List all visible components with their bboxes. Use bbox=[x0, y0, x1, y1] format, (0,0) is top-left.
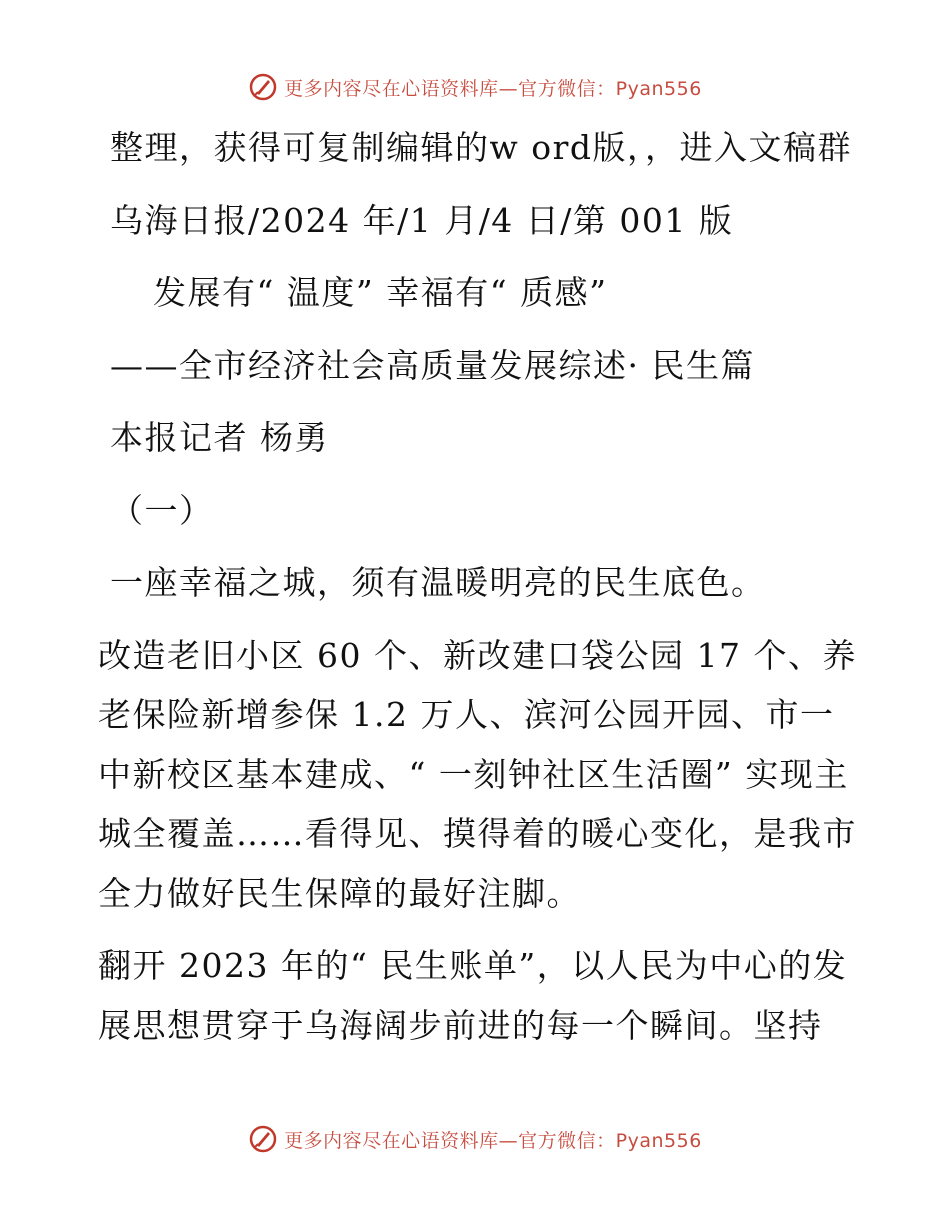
source-line: 乌海日报/2024 年/1 月/4 日/第 001 版 bbox=[110, 200, 734, 240]
quill-seal-icon bbox=[248, 1124, 278, 1154]
article-body bbox=[98, 118, 858, 1068]
article-title: 发展有“ 温度” 幸福有“ 质感” bbox=[153, 273, 608, 312]
footer-watermark bbox=[0, 1124, 950, 1154]
watermark-text: 更多内容尽在心语资料库—官方微信：Pyan556 bbox=[284, 77, 702, 100]
article-subtitle: ——全市经济社会高质量发展综述· 民生篇 bbox=[110, 345, 755, 385]
paragraph-2: 改造老旧小区 60 个、新改建口袋公园 17 个、养老保险新增参保 1.2 万人、滨河公园开园、市一中新校区基本建成、“ 一刻钟社区生活圈” 实现主城全覆盖……看得见、摸得着的暖心变化，是我市全力做好民生保障的最好注脚。 bbox=[98, 635, 857, 913]
header-watermark bbox=[0, 72, 950, 102]
section-heading: （一） bbox=[110, 490, 214, 530]
byline: 本报记者 杨勇 bbox=[110, 418, 329, 457]
paragraph-3: 翻开 2023 年的“ 民生账单”，以人民为中心的发展思想贯穿于乌海阔步前进的每一个瞬间。坚持 bbox=[98, 946, 848, 1045]
watermark-text: 更多内容尽在心语资料库—官方微信：Pyan556 bbox=[284, 1129, 702, 1152]
quill-seal-icon bbox=[248, 72, 278, 102]
intro-text: 整理，获得可复制编辑的w ord版，，进入文稿群 bbox=[110, 128, 853, 167]
paragraph-1: 一座幸福之城，须有温暖明亮的民生底色。 bbox=[110, 563, 766, 602]
